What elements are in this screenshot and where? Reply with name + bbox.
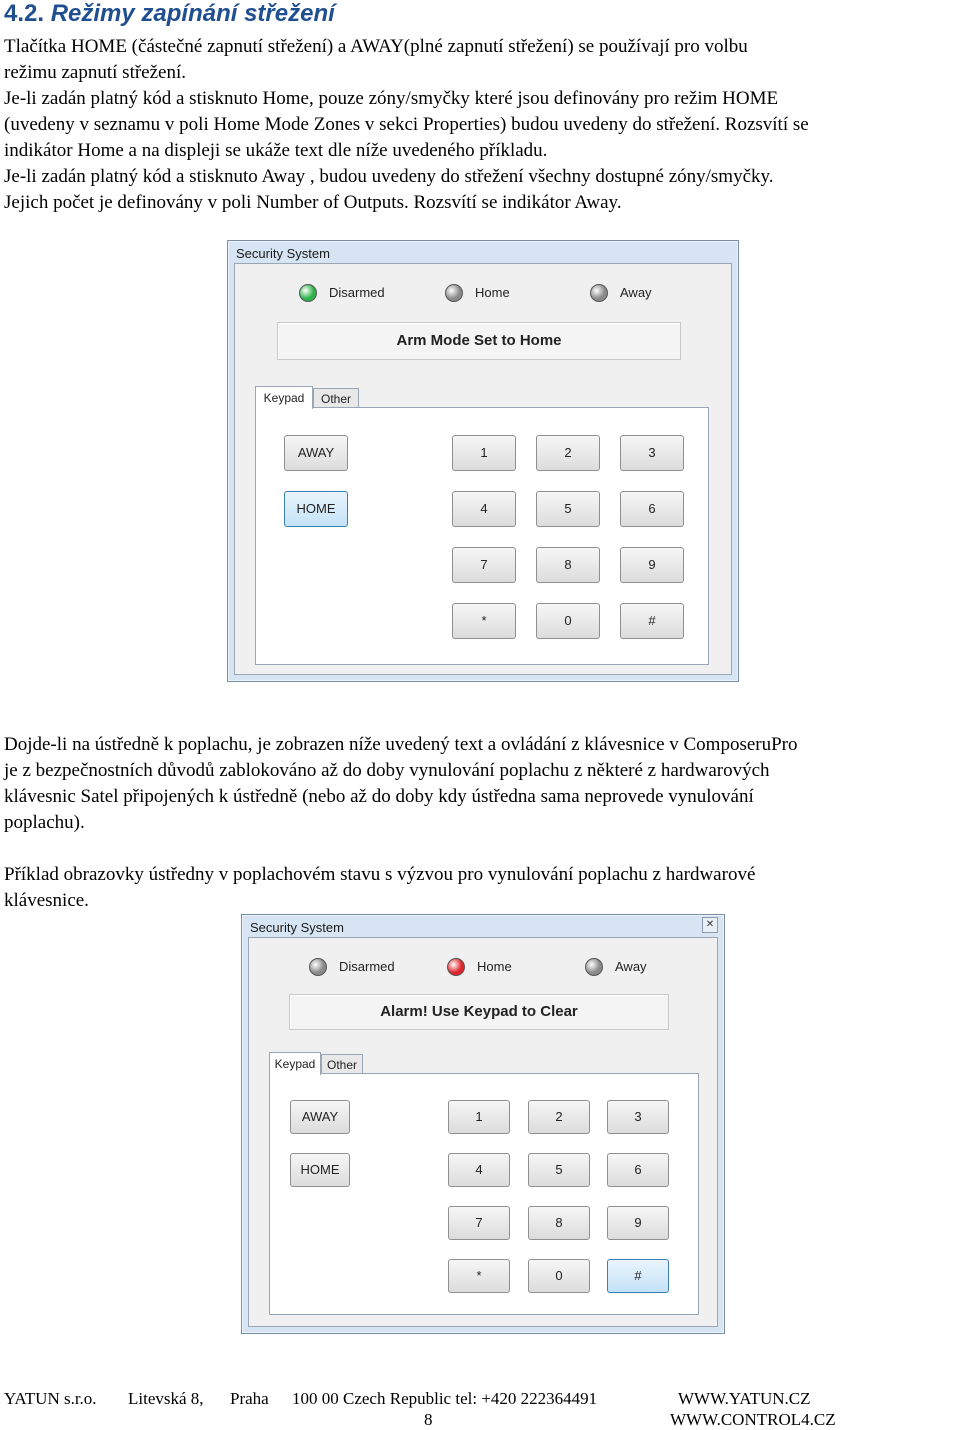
status-display: Alarm! Use Keypad to Clear	[289, 994, 669, 1030]
alarm-line: Dojde-li na ústředně k poplachu, je zobrazen níže uvedený text a ovládání z klávesnice v ComposeruPro	[4, 734, 798, 755]
footer-web-control4[interactable]: WWW.CONTROL4.CZ	[670, 1410, 836, 1429]
indicator-label: Disarmed	[329, 285, 385, 300]
footer-street: Litevská 8,	[128, 1389, 204, 1408]
key-7-button[interactable]: 7	[448, 1206, 510, 1240]
window-title: Security System	[236, 246, 330, 261]
key-star-button[interactable]: *	[448, 1259, 510, 1293]
keypad-panel	[255, 407, 709, 665]
indicator-label: Away	[615, 959, 647, 974]
key-3-button[interactable]: 3	[607, 1100, 669, 1134]
footer-company: YATUN s.r.o.	[4, 1389, 97, 1408]
away-led-icon	[590, 284, 608, 302]
key-5-button[interactable]: 5	[536, 491, 600, 527]
example-line: klávesnice.	[4, 890, 89, 911]
disarmed-led-icon	[309, 958, 327, 976]
disarmed-led-icon	[299, 284, 317, 302]
alarm-paragraph	[4, 732, 956, 836]
intro-line: indikátor Home a na displeji se ukáže text dle níže uvedeného příkladu.	[4, 140, 548, 161]
window-client-area	[248, 937, 718, 1327]
intro-line: (uvedeny v seznamu v poli Home Mode Zones v sekci Properties) budou uvedeny do střežení. Rozsvítí se	[4, 114, 809, 135]
section-heading	[4, 0, 335, 28]
intro-line: režimu zapnutí střežení.	[4, 62, 187, 83]
key-0-button[interactable]: 0	[528, 1259, 590, 1293]
tab-other[interactable]: Other	[313, 388, 359, 409]
key-3-button[interactable]: 3	[620, 435, 684, 471]
footer-address: 100 00 Czech Republic tel: +420 222364491	[292, 1389, 598, 1408]
away-button[interactable]: AWAY	[290, 1100, 350, 1134]
away-button[interactable]: AWAY	[284, 435, 348, 471]
indicator-label: Away	[620, 285, 652, 300]
key-9-button[interactable]: 9	[620, 547, 684, 583]
indicator-label: Home	[477, 959, 512, 974]
key-8-button[interactable]: 8	[528, 1206, 590, 1240]
home-button[interactable]: HOME	[290, 1153, 350, 1187]
home-button[interactable]: HOME	[284, 491, 348, 527]
page-number: 8	[424, 1410, 433, 1429]
intro-line: Tlačítka HOME (částečné zapnutí střežení) a AWAY(plné zapnutí střežení) se používají pro volbu	[4, 36, 748, 57]
key-hash-button[interactable]: #	[607, 1259, 669, 1293]
intro-paragraph	[4, 34, 956, 216]
away-led-icon	[585, 958, 603, 976]
key-4-button[interactable]: 4	[452, 491, 516, 527]
footer-web-yatun[interactable]: WWW.YATUN.CZ	[678, 1389, 811, 1408]
section-number: 4.2.	[4, 0, 45, 27]
example-line: Příklad obrazovky ústředny v poplachovém stavu s výzvou pro vynulování poplachu z hardwarové	[4, 864, 756, 885]
key-4-button[interactable]: 4	[448, 1153, 510, 1187]
key-1-button[interactable]: 1	[452, 435, 516, 471]
window-client-area	[234, 263, 732, 675]
close-icon[interactable]: ✕	[702, 917, 718, 933]
key-6-button[interactable]: 6	[620, 491, 684, 527]
security-system-alarm-window	[241, 914, 725, 1334]
key-5-button[interactable]: 5	[528, 1153, 590, 1187]
status-display: Arm Mode Set to Home	[277, 322, 681, 360]
key-6-button[interactable]: 6	[607, 1153, 669, 1187]
key-7-button[interactable]: 7	[452, 547, 516, 583]
tab-keypad[interactable]: Keypad	[255, 386, 313, 409]
home-led-icon	[445, 284, 463, 302]
key-2-button[interactable]: 2	[528, 1100, 590, 1134]
key-9-button[interactable]: 9	[607, 1206, 669, 1240]
security-system-window	[227, 240, 739, 682]
section-title: Režimy zapínání střežení	[50, 0, 335, 27]
example-paragraph	[4, 862, 956, 914]
key-2-button[interactable]: 2	[536, 435, 600, 471]
alarm-line: je z bezpečnostních důvodů zablokováno až do doby vynulování poplachu z některé z hardwarových	[4, 760, 770, 781]
alarm-line: poplachu).	[4, 812, 85, 833]
key-8-button[interactable]: 8	[536, 547, 600, 583]
home-led-icon	[447, 958, 465, 976]
key-1-button[interactable]: 1	[448, 1100, 510, 1134]
key-hash-button[interactable]: #	[620, 603, 684, 639]
intro-line: Jejich počet je definovány v poli Number of Outputs. Rozsvítí se indikátor Away.	[4, 192, 622, 213]
footer-city: Praha	[230, 1389, 269, 1408]
intro-line: Je-li zadán platný kód a stisknuto Home, pouze zóny/smyčky které jsou definovány pro režim HOME	[4, 88, 779, 109]
alarm-line: klávesnic Satel připojených k ústředně (nebo až do doby kdy ústředna sama neprovede vynulování	[4, 786, 754, 807]
key-star-button[interactable]: *	[452, 603, 516, 639]
intro-line: Je-li zadán platný kód a stisknuto Away , budou uvedeny do střežení všechny dostupné zóny/smyčky.	[4, 166, 774, 187]
window-title: Security System	[250, 920, 344, 935]
indicator-label: Disarmed	[339, 959, 395, 974]
indicator-label: Home	[475, 285, 510, 300]
tab-other[interactable]: Other	[321, 1054, 363, 1075]
key-0-button[interactable]: 0	[536, 603, 600, 639]
keypad-panel	[269, 1073, 699, 1315]
tab-keypad[interactable]: Keypad	[269, 1052, 321, 1075]
